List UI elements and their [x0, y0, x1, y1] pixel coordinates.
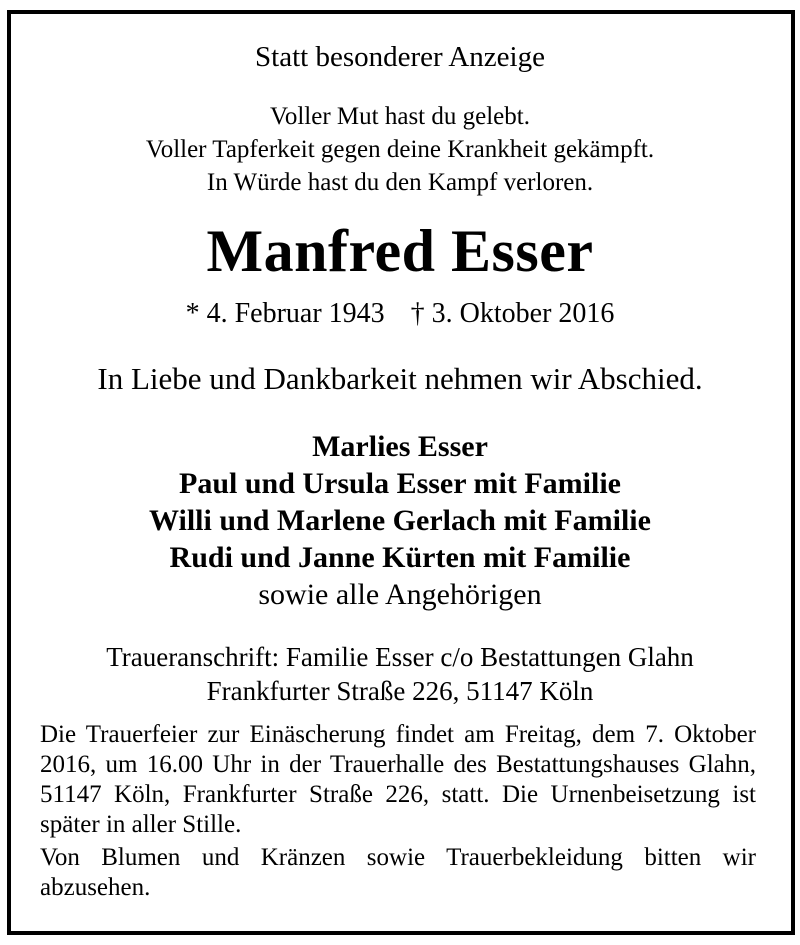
life-dates — [0, 297, 800, 331]
poem-line: Voller Tapferkeit gegen deine Krankheit gekämpft. — [145, 136, 655, 163]
mourning-address — [0, 640, 800, 708]
mourner: Rudi und Janne Kürten mit Familie — [169, 541, 631, 574]
birth-date: * 4. Februar 1943 — [185, 298, 385, 329]
death-date: † 3. Oktober 2016 — [410, 298, 615, 329]
poem-line: Voller Mut hast du gelebt. — [270, 103, 530, 130]
notice-header: Statt besonderer Anzeige — [255, 41, 545, 73]
address-line: Frankfurter Straße 226, 51147 Köln — [206, 676, 594, 706]
deceased-name: Manfred Esser — [206, 218, 594, 284]
ceremony-paragraph: Die Trauerfeier zur Einäscherung findet am Freitag, dem 7. Oktober 2016, um 16.00 Uhr in der Trauerhalle des Bestattungshauses Glahn, 51147 Köln, Frankfurter Straße 226, statt. Die Urnenbeisetzung ist später in aller Stille. — [40, 721, 756, 838]
mourner: Willi und Marlene Gerlach mit Familie — [149, 504, 651, 537]
poem-line: In Würde hast du den Kampf verloren. — [206, 169, 594, 196]
poem — [0, 100, 800, 199]
mourner: Paul und Ursula Esser mit Familie — [179, 467, 621, 500]
farewell-text: In Liebe und Dankbarkeit nehmen wir Abschied. — [97, 361, 703, 396]
mourner: Marlies Esser — [312, 430, 488, 463]
relatives-line: sowie alle Angehörigen — [258, 578, 542, 611]
address-line: Traueranschrift: Familie Esser c/o Bestattungen Glahn — [106, 642, 694, 672]
request-paragraph: Von Blumen und Kränzen sowie Trauerbekleidung bitten wir abzusehen. — [40, 844, 756, 901]
mourners-list — [0, 428, 800, 613]
